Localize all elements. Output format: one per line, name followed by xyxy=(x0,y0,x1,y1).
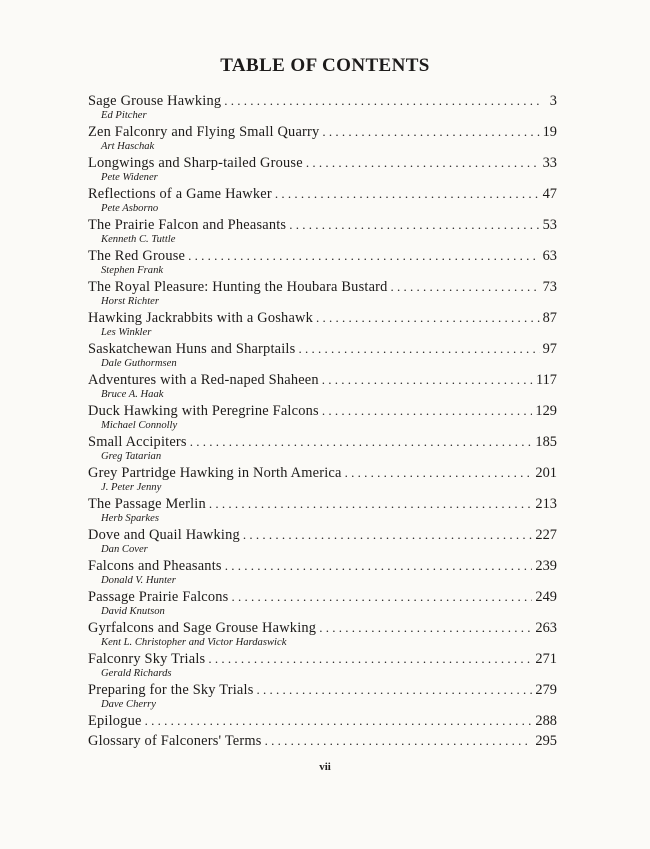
dot-leader xyxy=(345,464,533,481)
entry-title: Hawking Jackrabbits with a Goshawk xyxy=(88,310,314,326)
entry-page-number: 249 xyxy=(535,589,557,605)
dot-leader xyxy=(190,433,533,450)
entry-author: Art Haschak xyxy=(101,141,155,152)
dot-leader xyxy=(231,588,532,605)
entry-author: Donald V. Hunter xyxy=(101,575,176,586)
toc-entry xyxy=(88,681,557,712)
toc-entry-line xyxy=(88,732,557,750)
dot-leader xyxy=(224,92,540,109)
entry-title: Gyrfalcons and Sage Grouse Hawking xyxy=(88,620,317,636)
dot-leader xyxy=(209,495,533,512)
entry-title: Saskatchewan Huns and Sharptails xyxy=(88,341,296,357)
entry-title: Glossary of Falconers' Terms xyxy=(88,733,262,749)
dot-leader xyxy=(243,526,533,543)
entry-title: The Royal Pleasure: Hunting the Houbara Bustard xyxy=(88,279,388,295)
entry-page-number: 63 xyxy=(542,248,557,264)
toc-entry-line xyxy=(88,309,557,327)
entry-page-number: 279 xyxy=(535,682,557,698)
page-number: vii xyxy=(319,761,331,773)
entry-title: Falcons and Pheasants xyxy=(88,558,222,574)
dot-leader xyxy=(322,402,533,419)
toc-entry-line xyxy=(88,712,557,730)
toc-entry-line xyxy=(88,433,557,451)
dot-leader xyxy=(225,557,533,574)
dot-leader xyxy=(188,247,539,264)
toc-entry-line xyxy=(88,216,557,234)
toc-entry-line xyxy=(88,588,557,606)
toc-entry-line xyxy=(88,278,557,296)
entry-page-number: 288 xyxy=(535,713,557,729)
entry-page-number: 3 xyxy=(549,93,557,109)
toc-entry-line xyxy=(88,526,557,544)
entry-title: Zen Falconry and Flying Small Quarry xyxy=(88,124,320,140)
entry-author: Kenneth C. Tuttle xyxy=(101,234,176,245)
toc-entry xyxy=(88,92,557,123)
toc-entry xyxy=(88,588,557,619)
entry-title: Sage Grouse Hawking xyxy=(88,93,222,109)
toc-entry xyxy=(88,526,557,557)
toc-entry xyxy=(88,123,557,154)
entry-author: Herb Sparkes xyxy=(101,513,159,524)
entry-page-number: 117 xyxy=(535,372,557,388)
toc-entry xyxy=(88,464,557,495)
dot-leader xyxy=(316,309,540,326)
toc-entry xyxy=(88,433,557,464)
entry-page-number: 33 xyxy=(542,155,557,171)
toc-entry-line xyxy=(88,371,557,389)
entry-title: Dove and Quail Hawking xyxy=(88,527,240,543)
entry-title: Passage Prairie Falcons xyxy=(88,589,229,605)
toc-entry xyxy=(88,495,557,526)
dot-leader xyxy=(319,619,532,636)
toc-entry-line xyxy=(88,464,557,482)
toc-entry-line xyxy=(88,247,557,265)
entry-page-number: 213 xyxy=(535,496,557,512)
toc-entry xyxy=(88,278,557,309)
dot-leader xyxy=(275,185,540,202)
toc-entry-line xyxy=(88,340,557,358)
entry-title: Duck Hawking with Peregrine Falcons xyxy=(88,403,319,419)
toc-entry xyxy=(88,216,557,247)
toc-entry xyxy=(88,557,557,588)
toc-entry-line xyxy=(88,681,557,699)
dot-leader xyxy=(391,278,540,295)
toc-entry xyxy=(88,340,557,371)
entry-title: Longwings and Sharp-tailed Grouse xyxy=(88,155,303,171)
toc-entry-line xyxy=(88,154,557,172)
entry-author: Dan Cover xyxy=(101,544,148,555)
dot-leader xyxy=(208,650,532,667)
entry-page-number: 47 xyxy=(542,186,557,202)
toc-entry xyxy=(88,309,557,340)
entry-author: J. Peter Jenny xyxy=(101,482,162,493)
entry-title: The Red Grouse xyxy=(88,248,186,264)
entry-author: Horst Richter xyxy=(101,296,159,307)
toc-entry xyxy=(88,154,557,185)
entry-page-number: 201 xyxy=(535,465,557,481)
dot-leader xyxy=(257,681,533,698)
entry-page-number: 129 xyxy=(535,403,557,419)
toc-entry xyxy=(88,402,557,433)
entry-author: Michael Connolly xyxy=(101,420,178,431)
toc-entry-line xyxy=(88,402,557,420)
entry-page-number: 73 xyxy=(542,279,557,295)
entry-page-number: 97 xyxy=(542,341,557,357)
dot-leader xyxy=(265,732,533,749)
dot-leader xyxy=(322,371,533,388)
dot-leader xyxy=(306,154,540,171)
dot-leader xyxy=(298,340,539,357)
entry-author: Pete Widener xyxy=(101,172,158,183)
entry-author: Dave Cherry xyxy=(101,699,157,710)
entry-author: Greg Tatarian xyxy=(101,451,162,462)
toc-entry-line xyxy=(88,185,557,203)
entry-title: Falconry Sky Trials xyxy=(88,651,206,667)
entry-title: Adventures with a Red-naped Shaheen xyxy=(88,372,319,388)
toc-entry xyxy=(88,712,557,732)
entry-author: Stephen Frank xyxy=(101,265,164,276)
toc-entry-line xyxy=(88,619,557,637)
entry-title: The Prairie Falcon and Pheasants xyxy=(88,217,287,233)
entry-page-number: 19 xyxy=(542,124,557,140)
toc-entry-line xyxy=(88,495,557,513)
entry-author: Kent L. Christopher and Victor Hardaswick xyxy=(101,637,287,648)
toc-entry xyxy=(88,185,557,216)
entry-page-number: 185 xyxy=(535,434,557,450)
entry-page-number: 239 xyxy=(535,558,557,574)
toc-entry xyxy=(88,247,557,278)
toc-entry xyxy=(88,619,557,650)
toc-entry xyxy=(88,732,557,752)
entry-title: Reflections of a Game Hawker xyxy=(88,186,272,202)
entry-author: Les Winkler xyxy=(101,327,152,338)
entry-page-number: 271 xyxy=(535,651,557,667)
table-of-contents xyxy=(88,92,557,752)
entry-page-number: 53 xyxy=(542,217,557,233)
entry-author: Dale Guthormsen xyxy=(101,358,177,369)
dot-leader xyxy=(322,123,539,140)
entry-page-number: 227 xyxy=(535,527,557,543)
entry-page-number: 295 xyxy=(535,733,557,749)
entry-title: The Passage Merlin xyxy=(88,496,206,512)
entry-author: Pete Asborno xyxy=(101,203,159,214)
entry-author: Gerald Richards xyxy=(101,668,172,679)
entry-title: Small Accipiters xyxy=(88,434,187,450)
toc-entry-line xyxy=(88,650,557,668)
entry-page-number: 87 xyxy=(542,310,557,326)
entry-title: Grey Partridge Hawking in North America xyxy=(88,465,342,481)
entry-title: Preparing for the Sky Trials xyxy=(88,682,254,698)
toc-entry xyxy=(88,371,557,402)
entry-page-number: 263 xyxy=(535,620,557,636)
page-title: TABLE OF CONTENTS xyxy=(220,55,430,76)
entry-author: David Knutson xyxy=(101,606,165,617)
toc-entry-line xyxy=(88,557,557,575)
entry-author: Ed Pitcher xyxy=(101,110,147,121)
entry-author: Bruce A. Haak xyxy=(101,389,164,400)
entry-title: Epilogue xyxy=(88,713,142,729)
dot-leader xyxy=(145,712,533,729)
toc-entry-line xyxy=(88,92,557,110)
toc-entry xyxy=(88,650,557,681)
toc-entry-line xyxy=(88,123,557,141)
dot-leader xyxy=(289,216,539,233)
